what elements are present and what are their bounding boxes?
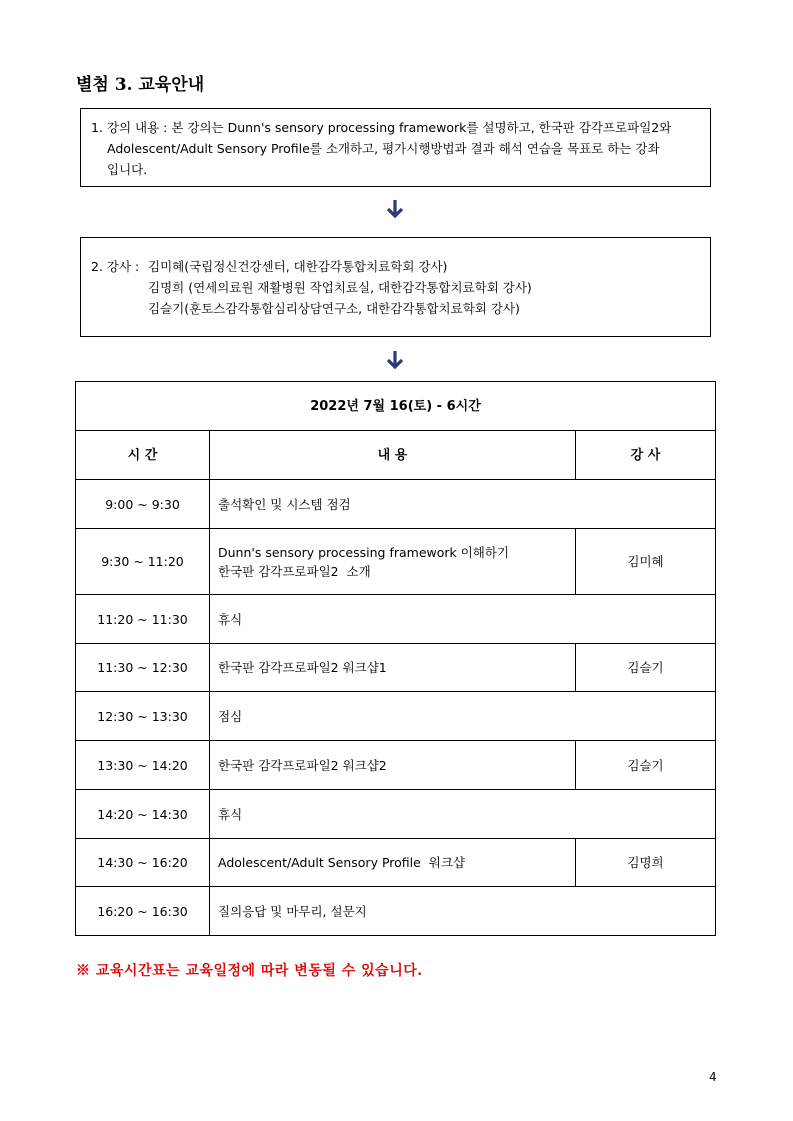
- row-time: 12:30 ~ 13:30: [76, 692, 210, 741]
- instructor-label: 2. 강사 :: [91, 259, 140, 274]
- table-row: [76, 692, 716, 741]
- table-row: [76, 790, 716, 839]
- row-time: 14:30 ~ 16:20: [76, 839, 210, 887]
- row-content: 한국판 감각프로파일2 워크샵2: [210, 741, 576, 790]
- column-header-time: 시 간: [76, 431, 210, 480]
- row-instructor: 김명희: [576, 839, 716, 887]
- row-time: 14:20 ~ 14:30: [76, 790, 210, 839]
- instructor-item: 김미혜(국립정신건강센터, 대한감각통합치료학회 강사): [148, 259, 448, 274]
- table-row: [76, 741, 716, 790]
- table-row: [76, 887, 716, 936]
- row-time: 13:30 ~ 14:20: [76, 741, 210, 790]
- instructor-item: 김슬기(훈토스감각통합심리상담연구소, 대한감각통합치료학회 강사): [148, 301, 520, 316]
- schedule-table: [75, 381, 716, 936]
- row-time: 11:20 ~ 11:30: [76, 595, 210, 644]
- row-instructor: 김슬기: [576, 644, 716, 692]
- row-instructor: 김슬기: [576, 741, 716, 790]
- row-content: 출석확인 및 시스템 점검: [210, 480, 716, 529]
- schedule-column-header-row: [76, 431, 716, 480]
- row-time: 9:30 ~ 11:20: [76, 529, 210, 595]
- row-content: 점심: [210, 692, 716, 741]
- table-row: [76, 595, 716, 644]
- schedule-change-notice: ※ 교육시간표는 교육일정에 따라 변동될 수 있습니다.: [76, 963, 423, 979]
- lecture-content-line-1: 1. 강의 내용 : 본 강의는 Dunn's sensory processing framework를 설명하고, 한국판 감각프로파일2와: [91, 120, 672, 135]
- table-row: [76, 480, 716, 529]
- row-content: 휴식: [210, 595, 716, 644]
- row-time: 11:30 ~ 12:30: [76, 644, 210, 692]
- table-row: [76, 529, 716, 595]
- row-content: [210, 529, 576, 595]
- lecture-content-line-3: 입니다.: [107, 162, 148, 177]
- row-content: 한국판 감각프로파일2 워크샵1: [210, 644, 576, 692]
- instructor-box: [80, 237, 711, 337]
- instructor-item: 김명희 (연세의료원 재활병원 작업치료실, 대한감각통합치료학회 강사): [148, 280, 532, 295]
- row-instructor: 김미혜: [576, 529, 716, 595]
- schedule-date-row: [76, 382, 716, 431]
- column-header-content: 내 용: [210, 431, 576, 480]
- lecture-content-box: [80, 108, 711, 187]
- column-header-instructor: 강 사: [576, 431, 716, 480]
- down-arrow-icon: [386, 199, 404, 219]
- row-content: Adolescent/Adult Sensory Profile 워크샵: [210, 839, 576, 887]
- down-arrow-icon: [386, 350, 404, 370]
- page-title: 별첨 3. 교육안내: [76, 75, 205, 95]
- row-content: 휴식: [210, 790, 716, 839]
- row-content-line-1: Dunn's sensory processing framework 이해하기: [218, 544, 510, 560]
- row-content: 질의응답 및 마무리, 설문지: [210, 887, 716, 936]
- lecture-content-line-2: Adolescent/Adult Sensory Profile를 소개하고, 평가시행방법과 결과 해석 연습을 목표로 하는 강좌: [107, 141, 660, 156]
- table-row: [76, 644, 716, 692]
- row-time: 9:00 ~ 9:30: [76, 480, 210, 529]
- row-time: 16:20 ~ 16:30: [76, 887, 210, 936]
- row-content-line-2: 한국판 감각프로파일2 소개: [218, 563, 371, 579]
- table-row: [76, 839, 716, 887]
- page-number: 4: [709, 1070, 717, 1084]
- schedule-date-header: 2022년 7월 16(토) - 6시간: [76, 382, 716, 431]
